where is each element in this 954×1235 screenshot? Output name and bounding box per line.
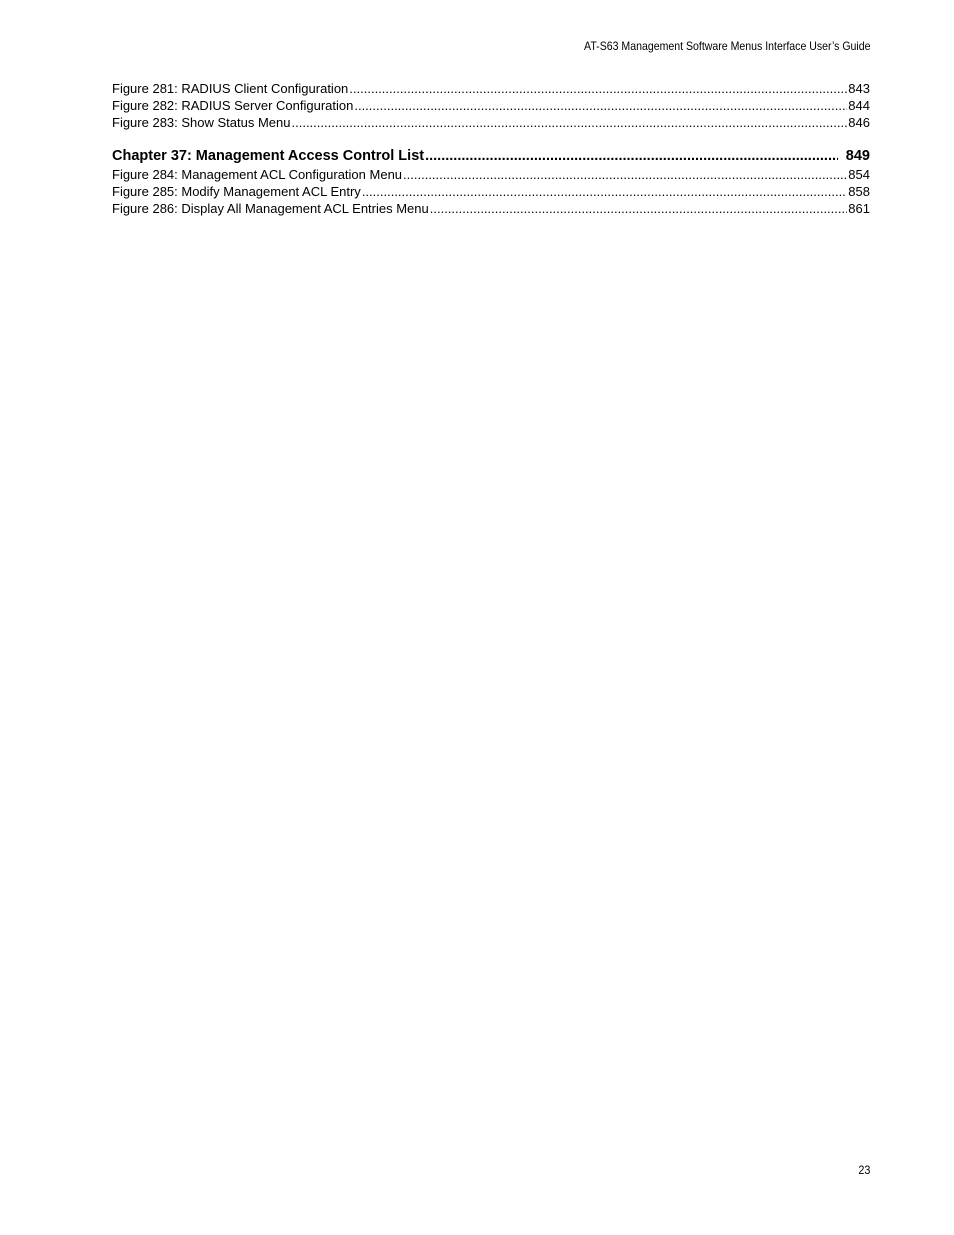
toc-entry-figure-284[interactable]	[112, 166, 870, 183]
toc-entry-title: Figure 283: Show Status Menu	[112, 115, 291, 130]
dot-leader	[354, 97, 847, 114]
toc-entry-figure-281[interactable]	[112, 80, 870, 97]
running-header: AT-S63 Management Software Menus Interface User’s Guide	[583, 39, 870, 53]
toc-entry-title: Figure 285: Modify Management ACL Entry	[112, 184, 361, 199]
dot-leader	[403, 166, 847, 183]
toc-entry-page: 861	[848, 201, 870, 216]
toc-entry-page: 843	[848, 81, 870, 96]
toc-entry-figure-285[interactable]	[112, 183, 870, 200]
toc-entry-chapter-37[interactable]	[112, 147, 870, 166]
dot-leader	[425, 147, 838, 166]
toc-entry-title: Figure 282: RADIUS Server Configuration	[112, 98, 354, 113]
toc-entry-title: Figure 284: Management ACL Configuration Menu	[112, 167, 403, 182]
toc-entry-title: Figure 286: Display All Management ACL Entries Menu	[112, 201, 429, 216]
table-of-figures	[112, 80, 870, 217]
dot-leader	[349, 80, 847, 97]
toc-entry-title: Figure 281: RADIUS Client Configuration	[112, 81, 349, 96]
page-number: 23	[857, 1163, 870, 1177]
chapter-page: 849	[845, 148, 870, 164]
dot-leader	[292, 114, 848, 131]
toc-entry-page: 844	[848, 98, 870, 113]
chapter-title: Chapter 37: Management Access Control List	[112, 148, 425, 164]
toc-entry-figure-282[interactable]	[112, 97, 870, 114]
toc-entry-page: 858	[848, 184, 870, 199]
dot-leader	[430, 200, 848, 217]
toc-entry-page: 854	[848, 167, 870, 182]
toc-entry-figure-286[interactable]	[112, 200, 870, 217]
toc-entry-figure-283[interactable]	[112, 114, 870, 131]
toc-entry-page: 846	[848, 115, 870, 130]
dot-leader	[362, 183, 847, 200]
